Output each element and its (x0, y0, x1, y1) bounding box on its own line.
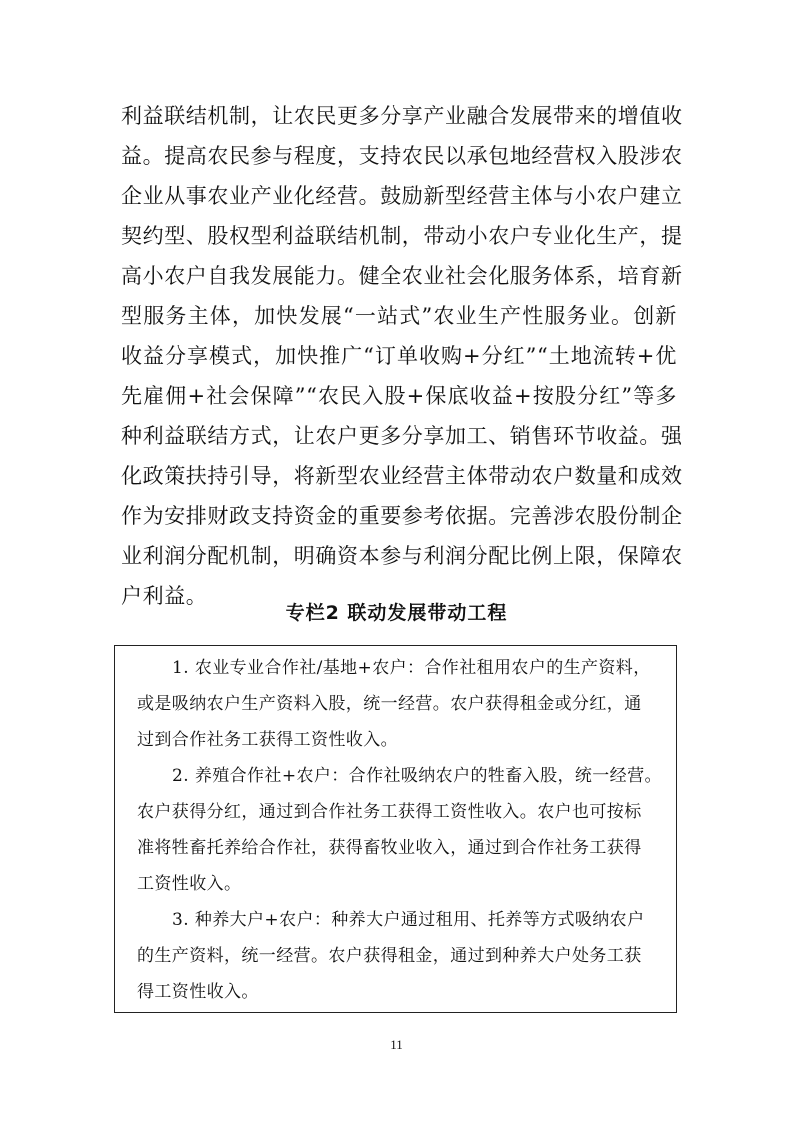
paragraph-line: 型服务主体，加快发展“一站式”农业生产性服务业。创新 (121, 304, 677, 328)
box-item-line: 3. 种养大户+农户：种养大户通过租用、托养等方式吸纳农户 (172, 910, 645, 930)
paragraph-line: 收益分享模式，加快推广“订单收购+分红”“土地流转+优 (121, 344, 677, 368)
paragraph-line: 先雇佣+社会保障”“农民入股+保底收益+按股分红”等多 (121, 384, 677, 408)
box-item-line: 农户获得分红，通过到合作社务工获得工资性收入。农户也可按标 (137, 802, 642, 822)
paragraph-line: 业利润分配机制，明确资本参与利润分配比例上限，保障农 (121, 544, 683, 568)
box-item-line: 2. 养殖合作社+农户：合作社吸纳农户的牲畜入股，统一经营。 (172, 766, 662, 786)
box-item-line: 准将牲畜托养给合作社，获得畜牧业收入，通过到合作社务工获得 (137, 838, 642, 858)
feature-box-content (137, 650, 662, 1010)
paragraph-line: 作为安排财政支持资金的重要参考依据。完善涉农股份制企 (121, 504, 683, 528)
paragraph-line: 契约型、股权型利益联结机制，带动小农户专业化生产，提 (121, 224, 683, 248)
box-item-line: 的生产资料，统一经营。农户获得租金，通过到种养大户处务工获 (137, 946, 642, 966)
paragraph-line: 利益联结机制，让农民更多分享产业融合发展带来的增值收 (121, 104, 683, 128)
box-item-line: 工资性收入。 (137, 874, 242, 894)
body-paragraph (121, 96, 683, 616)
page-number: 11 (390, 1037, 403, 1052)
box-title: 专栏2 联动发展带动工程 (285, 602, 508, 624)
box-item-line: 得工资性收入。 (137, 982, 259, 1002)
feature-box (114, 645, 677, 1013)
paragraph-line: 户利益。 (121, 584, 208, 608)
paragraph-line: 化政策扶持引导，将新型农业经营主体带动农户数量和成效 (121, 464, 683, 488)
paragraph-line: 种利益联结方式，让农户更多分享加工、销售环节收益。强 (121, 424, 683, 448)
paragraph-line: 高小农户自我发展能力。健全农业社会化服务体系，培育新 (121, 264, 683, 288)
box-item-line: 或是吸纳农户生产资料入股，统一经营。农户获得租金或分红，通 (137, 694, 642, 714)
paragraph-line: 企业从事农业产业化经营。鼓励新型经营主体与小农户建立 (121, 184, 683, 208)
box-item-line: 1. 农业专业合作社/基地+农户：合作社租用农户的生产资料， (172, 658, 651, 678)
box-item-line: 过到合作社务工获得工资性收入。 (137, 730, 398, 750)
paragraph-line: 益。提高农民参与程度，支持农民以承包地经营权入股涉农 (121, 144, 683, 168)
